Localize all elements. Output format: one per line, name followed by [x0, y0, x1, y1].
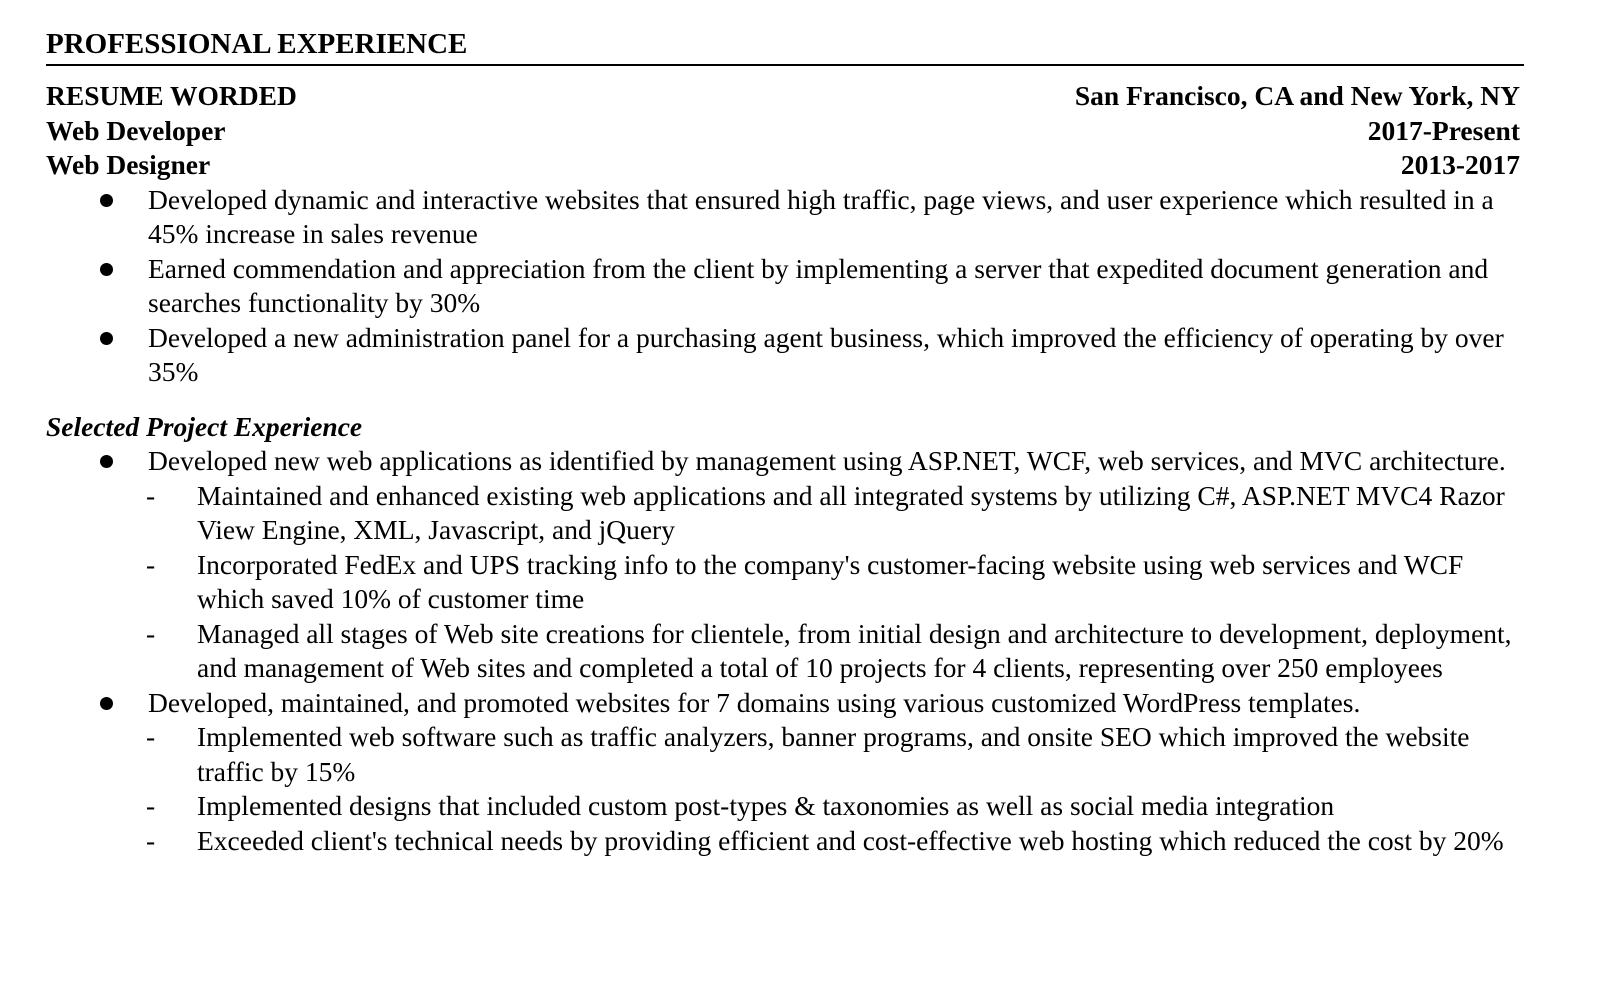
role-row: [46, 114, 1524, 149]
bullet-icon: [96, 321, 116, 356]
list-item: [46, 321, 1524, 390]
role-title: Web Developer: [46, 114, 226, 146]
dash-icon: -: [146, 721, 156, 752]
job-bullet-list: [46, 183, 1524, 390]
bullet-icon: [96, 444, 116, 479]
role-row: [46, 148, 1524, 183]
sub-list-item: [146, 479, 1524, 548]
job-header: [46, 79, 1524, 183]
sub-item-text: Implemented web software such as traffic analyzers, banner programs, and onsite SEO which improved the website traffic by 15%: [197, 721, 1470, 787]
sub-item-text: Exceeded client's technical needs by providing efficient and cost-effective web hosting which reduced the cost by 20%: [197, 824, 1504, 856]
section-title: PROFESSIONAL EXPERIENCE: [46, 24, 1524, 66]
sub-list-item: [146, 720, 1524, 789]
bullet-icon: [96, 183, 116, 218]
bullet-text: Earned commendation and appreciation from the client by implementing a server that expedited document generation and searches functionality by 30%: [148, 252, 1489, 318]
resume-page: [46, 24, 1524, 858]
role-dates: 2017-Present: [1367, 114, 1520, 146]
sub-list: [148, 720, 1524, 858]
sub-list-item: [146, 824, 1524, 859]
list-item: [46, 686, 1524, 859]
dash-icon: -: [146, 548, 156, 580]
list-item: [46, 252, 1524, 321]
bullet-icon: [96, 686, 116, 721]
dash-icon: -: [146, 617, 156, 649]
bullet-text: Developed new web applications as identified by management using ASP.NET, WCF, web services, and MVC architecture.: [148, 445, 1506, 476]
bullet-icon: [96, 252, 116, 287]
role-dates: 2013-2017: [1400, 149, 1520, 180]
dash-icon: -: [146, 790, 156, 821]
list-item: [46, 183, 1524, 252]
company-row: [46, 79, 1524, 114]
projects-heading: Selected Project Experience: [46, 410, 363, 442]
list-item: [46, 444, 1524, 686]
sub-list-item: [146, 789, 1524, 824]
dash-icon: -: [146, 479, 156, 511]
sub-item-text: Incorporated FedEx and UPS tracking info to the company's customer-facing website using web services and WCF which saved 10% of customer time: [197, 548, 1464, 614]
role-title: Web Designer: [46, 149, 211, 180]
company-name: RESUME WORDED: [46, 80, 297, 111]
dash-icon: -: [146, 824, 156, 856]
bullet-text: Developed dynamic and interactive websites that ensured high traffic, page views, and user experience which resulted in a 45% increase in sales revenue: [148, 183, 1494, 249]
sub-item-text: Implemented designs that included custom post-types & taxonomies as well as social media integration: [197, 790, 1335, 821]
bullet-text: Developed, maintained, and promoted websites for 7 domains using various customized WordPress templates.: [148, 686, 1361, 718]
sub-item-text: Managed all stages of Web site creations for clientele, from initial design and architecture to development, deployment, and management of Web sites and completed a total of 10 projects for 4 clients, representing over 250 employees: [197, 617, 1512, 683]
sub-list-item: [146, 617, 1524, 686]
job-location: San Francisco, CA and New York, NY: [1074, 80, 1520, 111]
sub-list-item: [146, 548, 1524, 617]
bullet-text: Developed a new administration panel for a purchasing agent business, which improved the efficiency of operating by over 35%: [148, 321, 1504, 387]
sub-list: [148, 479, 1524, 686]
sub-item-text: Maintained and enhanced existing web applications and all integrated systems by utilizing C#, ASP.NET MVC4 Razor View Engine, XML, Javascript, and jQuery: [197, 479, 1505, 545]
project-bullet-list: [46, 444, 1524, 858]
